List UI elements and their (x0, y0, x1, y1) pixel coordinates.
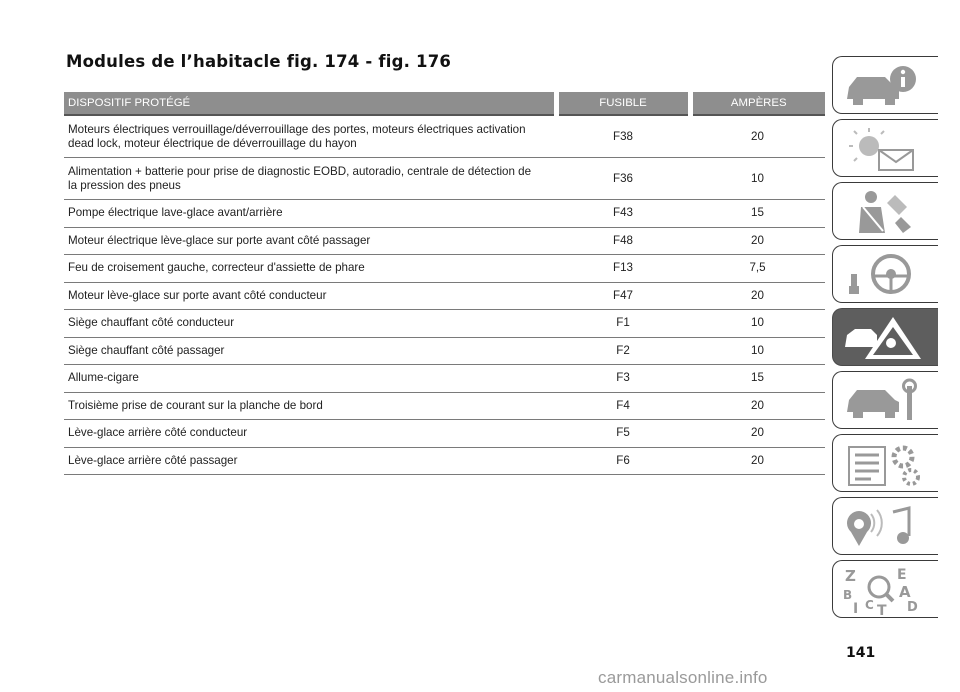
tab-warning-lights[interactable] (832, 119, 938, 177)
amps-cell: 15 (690, 200, 825, 228)
header-fuse: FUSIBLE (556, 92, 690, 115)
device-cell (64, 158, 556, 200)
device-cell: Lève-glace arrière côté passager (64, 447, 556, 475)
fuse-cell: F1 (556, 310, 690, 338)
device-cell: Feu de croisement gauche, correcteur d'assiette de phare (64, 255, 556, 283)
table-row (64, 227, 825, 255)
table-row (64, 310, 825, 338)
fuse-cell: F36 (556, 158, 690, 200)
amps-cell: 20 (690, 420, 825, 448)
amps-cell: 20 (690, 392, 825, 420)
amps-cell: 10 (690, 337, 825, 365)
device-text-line-1: Alimentation + batterie pour prise de diagnostic EOBD, autoradio, centrale de détection de (68, 164, 532, 178)
tab-safety[interactable] (832, 182, 938, 240)
table-row (64, 115, 825, 158)
amps-cell: 15 (690, 365, 825, 393)
header-amperes: AMPÈRES (690, 92, 825, 115)
tab-car-info[interactable] (832, 56, 938, 114)
fuse-cell: F13 (556, 255, 690, 283)
alphabetical-index-icon (841, 565, 929, 615)
device-cell: Pompe électrique lave-glace avant/arrière (64, 200, 556, 228)
index-letter-c: C (865, 598, 874, 612)
key-steering-wheel-icon (841, 250, 929, 300)
amps-cell: 20 (690, 115, 825, 158)
fuse-cell: F5 (556, 420, 690, 448)
fuse-cell: F4 (556, 392, 690, 420)
technical-specs-gear-icon (841, 439, 929, 489)
index-letter-z: Z (845, 567, 856, 585)
table-header-row (64, 92, 825, 115)
tab-emergency[interactable] (832, 308, 938, 366)
device-cell: Siège chauffant côté conducteur (64, 310, 556, 338)
device-cell: Moteur électrique lève-glace sur porte avant côté passager (64, 227, 556, 255)
fuse-cell: F47 (556, 282, 690, 310)
fuse-cell: F48 (556, 227, 690, 255)
fuse-cell: F38 (556, 115, 690, 158)
multimedia-music-icon (841, 502, 929, 552)
index-letter-a: A (899, 583, 911, 601)
device-text-line-2: la pression des pneus (68, 178, 181, 192)
amps-cell: 10 (690, 158, 825, 200)
tab-index[interactable] (832, 560, 938, 618)
fuse-cell: F2 (556, 337, 690, 365)
amps-cell: 7,5 (690, 255, 825, 283)
device-cell: Siège chauffant côté passager (64, 337, 556, 365)
amps-cell: 20 (690, 282, 825, 310)
device-cell: Allume-cigare (64, 365, 556, 393)
table-row (64, 337, 825, 365)
device-text-line-1: Moteurs électriques verrouillage/déverrouillage des portes, moteurs électriques activation (68, 122, 526, 136)
table-row (64, 392, 825, 420)
amps-cell: 10 (690, 310, 825, 338)
fuse-cell: F43 (556, 200, 690, 228)
index-letter-i: I (853, 601, 859, 615)
device-cell: Moteur lève-glace sur porte avant côté conducteur (64, 282, 556, 310)
fuse-cell: F6 (556, 447, 690, 475)
warning-light-message-icon (841, 124, 929, 174)
device-text-line-2: dead lock, moteur électrique de déverrouillage du hayon (68, 136, 357, 150)
index-letter-t: T (877, 603, 887, 615)
header-protected-device: DISPOSITIF PROTÉGÉ (64, 92, 556, 115)
page-title: Modules de l’habitacle fig. 174 - fig. 176 (66, 52, 452, 71)
car-maintenance-wrench-icon (841, 376, 929, 426)
tab-starting-driving[interactable] (832, 245, 938, 303)
emergency-warning-triangle-icon (841, 313, 929, 363)
table-row (64, 255, 825, 283)
table-row (64, 447, 825, 475)
fuse-cell: F3 (556, 365, 690, 393)
index-letter-d: D (907, 600, 918, 615)
tab-maintenance[interactable] (832, 371, 938, 429)
device-cell: Lève-glace arrière côté conducteur (64, 420, 556, 448)
safety-seatbelt-airbag-icon (841, 187, 929, 237)
watermark: carmanualsonline.info (598, 668, 768, 687)
tab-multimedia[interactable] (832, 497, 938, 555)
fuse-table (64, 92, 825, 475)
table-row (64, 158, 825, 200)
table-row (64, 200, 825, 228)
car-info-icon (841, 61, 929, 111)
table-row (64, 420, 825, 448)
amps-cell: 20 (690, 447, 825, 475)
tab-technical-specs[interactable] (832, 434, 938, 492)
page-number: 141 (846, 645, 876, 661)
device-cell: Troisième prise de courant sur la planche de bord (64, 392, 556, 420)
device-cell (64, 115, 556, 158)
index-letter-b: B (843, 588, 853, 602)
amps-cell: 20 (690, 227, 825, 255)
table-row (64, 365, 825, 393)
index-letter-e: E (897, 567, 907, 583)
table-row (64, 282, 825, 310)
